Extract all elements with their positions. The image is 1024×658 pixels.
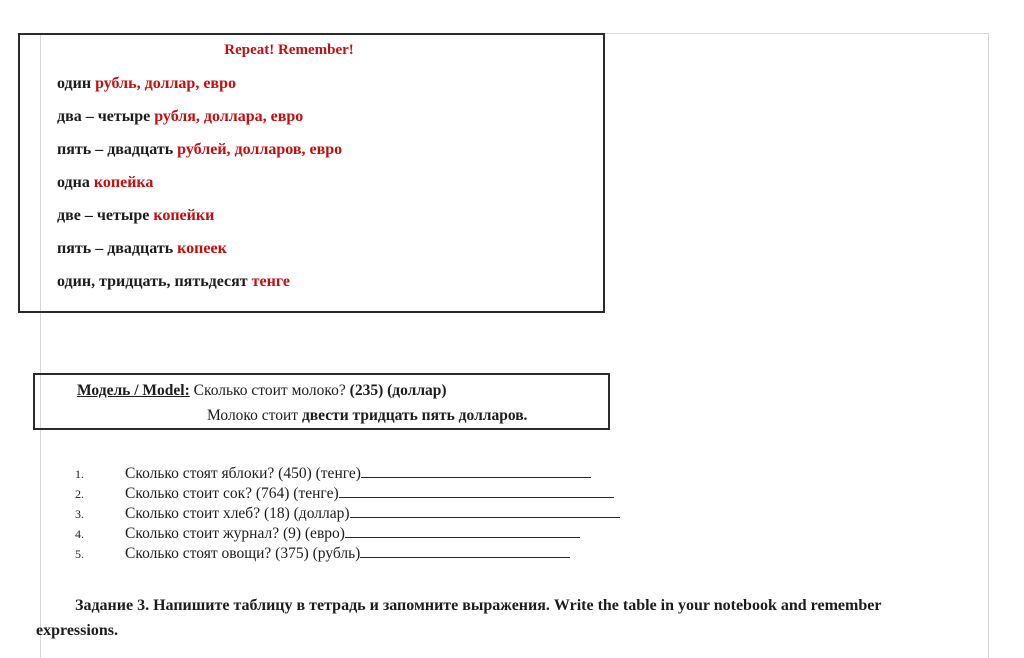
vocab-line	[57, 133, 603, 166]
vocab-line-black: один	[57, 75, 96, 92]
model-label: Модель / Model:	[77, 382, 190, 399]
exercise-item-text: Сколько стоит хлеб? (18) (доллар)	[125, 505, 350, 522]
model-answer-line	[35, 403, 608, 428]
exercise-item-number: 5.	[75, 547, 84, 561]
vocab-line-black: пять – двадцать	[57, 240, 178, 257]
exercise-item	[75, 464, 620, 484]
page-right-border	[988, 33, 989, 658]
repeat-box-lines	[20, 67, 603, 298]
model-question-regular: Сколько стоит молоко?	[189, 382, 350, 399]
vocab-line-red: копеек	[177, 240, 227, 257]
vocab-line-red: копейки	[153, 207, 215, 224]
vocab-line-black: одна	[57, 174, 94, 191]
vocab-line-red: тенге	[251, 273, 291, 290]
exercise-item	[75, 544, 620, 564]
page-top-border	[605, 33, 988, 34]
vocab-line-red: копейка	[93, 174, 154, 191]
model-example-box	[33, 373, 610, 430]
vocab-line	[57, 265, 603, 298]
answer-blank-line	[361, 464, 591, 478]
exercise-item	[75, 524, 620, 544]
answer-blank-line	[360, 544, 570, 558]
exercise-item-text: Сколько стоит журнал? (9) (евро)	[125, 525, 345, 542]
exercise-item-number: 1.	[75, 467, 84, 481]
exercise-item	[75, 504, 620, 524]
vocab-line-red: рублей, долларов, евро	[177, 141, 343, 158]
repeat-remember-box	[18, 33, 605, 313]
vocab-line	[57, 166, 603, 199]
vocab-line	[57, 67, 603, 100]
exercise-item-text: Сколько стоят овощи? (375) (рубль)	[125, 545, 361, 562]
vocab-line	[57, 100, 603, 133]
exercise-item	[75, 484, 620, 504]
model-question-bold: (235) (доллар)	[349, 382, 447, 399]
answer-blank-line	[350, 504, 620, 518]
vocab-line-black: пять – двадцать	[57, 141, 178, 158]
vocab-line-black: один, тридцать, пятьдесят	[57, 273, 252, 290]
model-question-line	[35, 378, 608, 403]
model-answer-bold: двести тридцать пять долларов.	[301, 407, 528, 424]
repeat-box-title: Repeat! Remember!	[224, 42, 354, 58]
vocab-line	[57, 199, 603, 232]
exercise-item-number: 2.	[75, 487, 84, 501]
vocab-line	[57, 232, 603, 265]
task-instruction: Задание 3. Напишите таблицу в тетрадь и запомните выражения. Write the table in your notebook and remember expressions.	[36, 597, 882, 639]
exercise-question-list	[75, 464, 620, 564]
answer-blank-line	[339, 484, 614, 498]
exercise-item-text: Сколько стоят яблоки? (450) (тенге)	[125, 465, 361, 482]
vocab-line-black: две – четыре	[57, 207, 154, 224]
answer-blank-line	[345, 524, 580, 538]
exercise-item-text: Сколько стоит сок? (764) (тенге)	[125, 485, 339, 502]
vocab-line-red: рубль, доллар, евро	[95, 75, 236, 92]
vocab-line-black: два – четыре	[57, 108, 155, 125]
vocab-line-red: рубля, доллара, евро	[154, 108, 304, 125]
exercise-item-number: 3.	[75, 507, 84, 521]
exercise-item-number: 4.	[75, 527, 84, 541]
model-answer-regular: Молоко стоит	[207, 407, 302, 424]
